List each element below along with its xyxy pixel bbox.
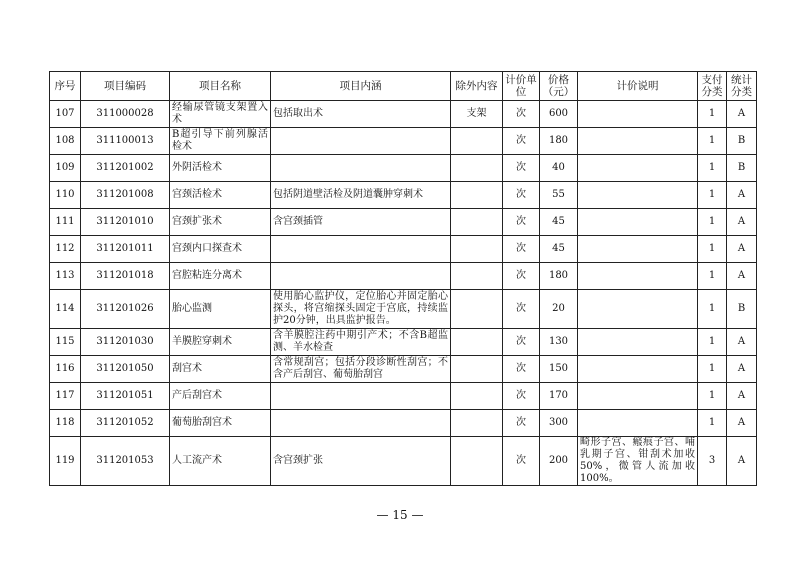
row-code: 311201018 [81,263,170,290]
header-content: 项目内涵 [271,72,451,101]
row-content [271,155,451,182]
row-pay: 1 [698,290,727,329]
row-seq: 109 [50,155,81,182]
row-name: 葡萄胎刮宫术 [170,410,271,437]
row-price: 130 [540,329,578,356]
row-excluded [451,263,503,290]
row-stat: A [727,329,757,356]
row-excluded [451,356,503,383]
row-pay: 1 [698,356,727,383]
row-unit: 次 [503,236,540,263]
row-note [578,182,698,209]
row-name: B超引导下前列腺活检术 [170,128,271,155]
row-unit: 次 [503,182,540,209]
row-seq: 112 [50,236,81,263]
row-seq: 113 [50,263,81,290]
row-seq: 114 [50,290,81,329]
row-note [578,329,698,356]
row-content: 含常规刮宫；包括分段诊断性刮宫；不含产后刮宫、葡萄胎刮宫 [271,356,451,383]
row-code: 311000028 [81,101,170,128]
row-note [578,263,698,290]
row-pay: 1 [698,182,727,209]
row-excluded [451,329,503,356]
row-code: 311201010 [81,209,170,236]
row-price: 20 [540,290,578,329]
row-code: 311201052 [81,410,170,437]
row-unit: 次 [503,383,540,410]
row-content [271,410,451,437]
row-name: 外阴活检术 [170,155,271,182]
row-name: 产后刮宫术 [170,383,271,410]
row-seq: 107 [50,101,81,128]
row-code: 311201011 [81,236,170,263]
row-content: 含宫颈插管 [271,209,451,236]
row-unit: 次 [503,128,540,155]
row-note [578,128,698,155]
row-stat: B [727,128,757,155]
row-content [271,128,451,155]
row-stat: A [727,263,757,290]
row-note [578,155,698,182]
header-excluded: 除外内容 [451,72,503,101]
row-seq: 118 [50,410,81,437]
row-note [578,209,698,236]
row-content [271,263,451,290]
row-price: 150 [540,356,578,383]
row-unit: 次 [503,209,540,236]
row-pay: 1 [698,128,727,155]
row-price: 180 [540,128,578,155]
row-pay: 1 [698,101,727,128]
row-stat: A [727,356,757,383]
table-row [50,128,757,155]
row-code: 311201008 [81,182,170,209]
row-code: 311100013 [81,128,170,155]
row-unit: 次 [503,263,540,290]
header-stat: 统计分类 [727,72,757,101]
row-price: 600 [540,101,578,128]
row-pay: 1 [698,383,727,410]
table-row [50,263,757,290]
row-unit: 次 [503,101,540,128]
row-unit: 次 [503,437,540,486]
row-seq: 115 [50,329,81,356]
row-code: 311201002 [81,155,170,182]
row-unit: 次 [503,155,540,182]
table-row [50,209,757,236]
row-price: 200 [540,437,578,486]
table-row [50,182,757,209]
row-content [271,383,451,410]
row-note [578,356,698,383]
header-unit: 计价单位 [503,72,540,101]
row-unit: 次 [503,290,540,329]
header-name: 项目名称 [170,72,271,101]
row-unit: 次 [503,329,540,356]
row-excluded [451,209,503,236]
row-name: 羊膜腔穿刺术 [170,329,271,356]
row-unit: 次 [503,356,540,383]
row-content: 含宫颈扩张 [271,437,451,486]
row-note [578,236,698,263]
table-row [50,101,757,128]
row-excluded [451,437,503,486]
row-excluded [451,128,503,155]
row-content: 使用胎心监护仪，定位胎心并固定胎心探头，将宫缩探头固定于宫底，持续监护20分钟，出具监护报告。 [271,290,451,329]
row-name: 刮宫术 [170,356,271,383]
row-note [578,290,698,329]
row-content: 包括取出术 [271,101,451,128]
row-price: 45 [540,209,578,236]
page-number: — 15 — [376,508,424,522]
row-name: 宫颈内口探查术 [170,236,271,263]
table-header-row [50,72,757,101]
row-code: 311201050 [81,356,170,383]
header-code: 项目编码 [81,72,170,101]
row-price: 55 [540,182,578,209]
row-name: 宫颈活检术 [170,182,271,209]
row-seq: 108 [50,128,81,155]
table-body [50,101,757,486]
table-row [50,236,757,263]
row-content [271,236,451,263]
row-seq: 111 [50,209,81,236]
row-note: 畸形子宫、瘢痕子宫、哺乳期子宫、钳刮术加收50%，微管人流加收100%。 [578,437,698,486]
row-name: 经输尿管镜支架置入术 [170,101,271,128]
price-table [49,71,757,486]
row-stat: A [727,236,757,263]
row-price: 40 [540,155,578,182]
row-stat: A [727,101,757,128]
table-row [50,410,757,437]
row-note [578,383,698,410]
table-row [50,383,757,410]
row-code: 311201051 [81,383,170,410]
row-stat: A [727,209,757,236]
row-stat: A [727,383,757,410]
row-content: 包括阴道壁活检及阴道囊肿穿刺术 [271,182,451,209]
row-pay: 1 [698,410,727,437]
row-seq: 119 [50,437,81,486]
row-pay: 1 [698,263,727,290]
row-excluded [451,182,503,209]
row-pay: 3 [698,437,727,486]
header-seq: 序号 [50,72,81,101]
row-excluded: 支架 [451,101,503,128]
table-row [50,155,757,182]
row-name: 宫颈扩张术 [170,209,271,236]
row-excluded [451,410,503,437]
row-pay: 1 [698,155,727,182]
header-note: 计价说明 [578,72,698,101]
row-unit: 次 [503,410,540,437]
row-code: 311201026 [81,290,170,329]
row-excluded [451,383,503,410]
row-seq: 110 [50,182,81,209]
row-stat: A [727,182,757,209]
table-row [50,437,757,486]
row-pay: 1 [698,209,727,236]
row-stat: A [727,437,757,486]
row-excluded [451,155,503,182]
header-pay: 支付分类 [698,72,727,101]
table-row [50,329,757,356]
table-row [50,356,757,383]
row-pay: 1 [698,329,727,356]
row-seq: 116 [50,356,81,383]
row-note [578,410,698,437]
table-row [50,290,757,329]
row-stat: B [727,155,757,182]
row-code: 311201053 [81,437,170,486]
row-content: 含羊膜腔注药中期引产术；不含B超监测、羊水检查 [271,329,451,356]
header-price: 价格（元） [540,72,578,101]
row-excluded [451,236,503,263]
row-price: 170 [540,383,578,410]
row-code: 311201030 [81,329,170,356]
row-price: 45 [540,236,578,263]
row-seq: 117 [50,383,81,410]
row-stat: B [727,290,757,329]
row-note [578,101,698,128]
row-stat: A [727,410,757,437]
row-price: 300 [540,410,578,437]
row-name: 宫腔粘连分离术 [170,263,271,290]
row-name: 人工流产术 [170,437,271,486]
row-name: 胎心监测 [170,290,271,329]
row-pay: 1 [698,236,727,263]
row-price: 180 [540,263,578,290]
row-excluded [451,290,503,329]
